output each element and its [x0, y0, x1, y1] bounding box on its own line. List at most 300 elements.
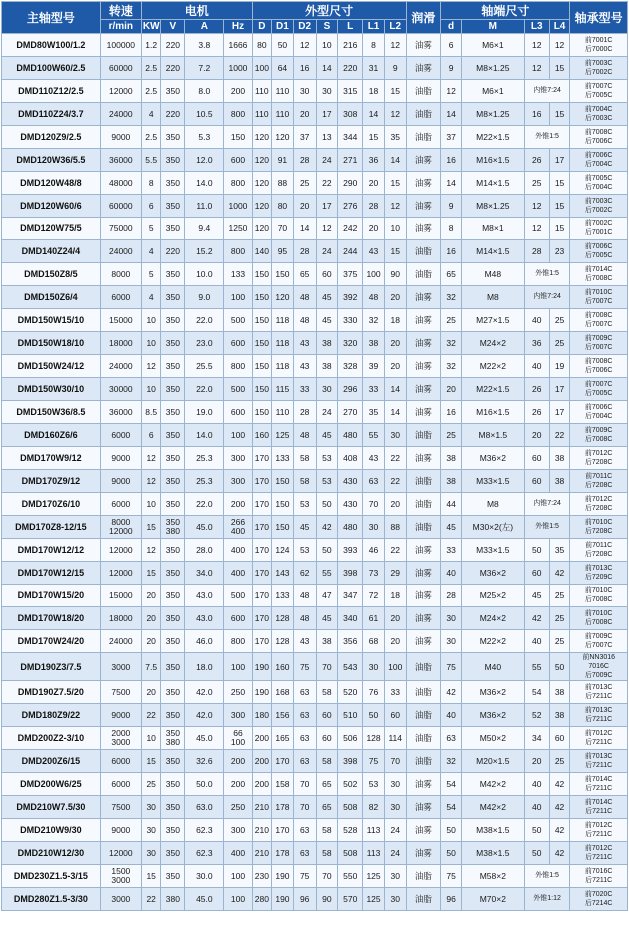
cell-lube: 油雾 [406, 148, 441, 171]
cell-shaft-l3: 12 [524, 34, 549, 57]
cell-dim-l2: 18 [384, 584, 406, 607]
cell-shaft-m: M70×2 [461, 887, 524, 910]
cell-frequency [224, 538, 252, 561]
cell-lube: 油脂 [406, 263, 441, 286]
cell-dim-l: 398 [338, 750, 363, 773]
cell-bearing-line: 后7208C [584, 504, 613, 512]
cell-kw [141, 864, 161, 887]
cell-kw-line: 4 [148, 108, 154, 119]
cell-dim-d2: 25 [293, 171, 316, 194]
cell-kw-line: 2.5 [145, 85, 158, 96]
cell-bearing [570, 102, 628, 125]
cell-bearing-line: 前7002C [584, 220, 613, 228]
cell-dim-s: 65 [316, 796, 338, 819]
cell-dim-l2: 70 [384, 750, 406, 773]
cell-dim-l: 328 [338, 355, 363, 378]
cell-speed [100, 240, 141, 263]
cell-bearing [570, 148, 628, 171]
cell-bearing-line: 前7010C [584, 518, 613, 526]
cell-current: 22.0 [185, 492, 224, 515]
cell-dim-s: 53 [316, 446, 338, 469]
cell-speed-line: 36000 [109, 154, 133, 165]
cell-dim-l1: 43 [363, 446, 385, 469]
cell-voltage [161, 263, 185, 286]
cell-current: 14.0 [185, 423, 224, 446]
cell-shaft-d: 25 [441, 423, 462, 446]
header-shaft-l3: L3 [524, 20, 549, 34]
cell-dim-d2: 96 [293, 887, 316, 910]
cell-model: DMD80W100/1.2 [2, 34, 101, 57]
cell-dim-l2: 88 [384, 515, 406, 538]
cell-frequency [224, 887, 252, 910]
cell-voltage [161, 841, 185, 864]
cell-frequency-line: 300 [230, 824, 246, 835]
cell-bearing-line: 前7008C [584, 128, 613, 136]
cell-speed-line: 6000 [111, 756, 131, 767]
cell-voltage [161, 125, 185, 148]
cell-shaft-l4: 42 [549, 796, 570, 819]
cell-frequency-line: 1666 [228, 39, 248, 50]
cell-model: DMD150W15/10 [2, 309, 101, 332]
cell-dim-d2: 58 [293, 446, 316, 469]
cell-model: DMD200Z6/15 [2, 750, 101, 773]
cell-speed [100, 79, 141, 102]
cell-kw-line: 20 [146, 590, 156, 601]
cell-speed [100, 401, 141, 424]
cell-voltage [161, 630, 185, 653]
cell-shaft-l3: 外锥1:5 [524, 125, 570, 148]
cell-speed [100, 423, 141, 446]
cell-dim-l1: 48 [363, 286, 385, 309]
cell-dim-l1: 72 [363, 584, 385, 607]
cell-shaft-m: M42×2 [461, 796, 524, 819]
cell-dim-d2: 30 [293, 79, 316, 102]
cell-kw [141, 355, 161, 378]
cell-bearing [570, 584, 628, 607]
cell-current: 22.0 [185, 378, 224, 401]
cell-bearing-line: 后7004C [584, 412, 613, 420]
cell-bearing [570, 332, 628, 355]
cell-model: DMD150Z6/4 [2, 286, 101, 309]
cell-dim-d1: 80 [272, 194, 294, 217]
cell-lube: 油脂 [406, 492, 441, 515]
cell-dim-s: 60 [316, 263, 338, 286]
cell-kw [141, 423, 161, 446]
cell-dim-d: 170 [252, 469, 272, 492]
cell-dim-l1: 18 [363, 79, 385, 102]
cell-bearing [570, 561, 628, 584]
cell-shaft-l3: 40 [524, 796, 549, 819]
cell-dim-s: 12 [316, 217, 338, 240]
cell-speed-line: 6000 [111, 429, 131, 440]
table-row [2, 309, 628, 332]
spindle-spec-table [1, 1, 628, 911]
cell-dim-l1: 113 [363, 841, 385, 864]
cell-kw-line: 20 [146, 636, 156, 647]
cell-current: 42.0 [185, 681, 224, 704]
cell-current: 11.0 [185, 194, 224, 217]
cell-voltage-line: 350 [165, 384, 180, 395]
cell-kw [141, 240, 161, 263]
cell-kw-line: 10 [146, 338, 156, 349]
cell-model: DMD120Z9/2.5 [2, 125, 101, 148]
cell-speed [100, 378, 141, 401]
table-row [2, 102, 628, 125]
cell-current: 5.3 [185, 125, 224, 148]
cell-shaft-l3: 12 [524, 56, 549, 79]
cell-shaft-l4: 38 [549, 704, 570, 727]
cell-voltage-line: 350 [165, 338, 180, 349]
cell-speed-line: 30000 [109, 384, 133, 395]
cell-dim-d2: 48 [293, 309, 316, 332]
cell-dim-l: 398 [338, 561, 363, 584]
cell-model: DMD170W12/15 [2, 561, 101, 584]
cell-dim-d1: 150 [272, 469, 294, 492]
header-dim-s: S [316, 20, 338, 34]
cell-shaft-d: 25 [441, 309, 462, 332]
cell-bearing-line: 后7214C [584, 899, 613, 907]
cell-voltage [161, 469, 185, 492]
cell-dim-d1: 165 [272, 727, 294, 750]
table-row [2, 469, 628, 492]
cell-frequency [224, 727, 252, 750]
cell-shaft-m: M14×1.5 [461, 240, 524, 263]
cell-kw-line: 1.2 [145, 39, 158, 50]
cell-dim-d2: 12 [293, 34, 316, 57]
cell-dim-l2: 20 [384, 355, 406, 378]
cell-voltage [161, 286, 185, 309]
cell-shaft-l3: 54 [524, 681, 549, 704]
cell-bearing-line: 后7211C [585, 762, 613, 770]
cell-current: 7.2 [185, 56, 224, 79]
cell-bearing [570, 79, 628, 102]
cell-kw-line: 10 [146, 733, 156, 744]
cell-dim-d1: 64 [272, 56, 294, 79]
cell-kw-line: 12 [146, 452, 156, 463]
cell-frequency [224, 446, 252, 469]
cell-dim-d2: 58 [293, 469, 316, 492]
cell-shaft-l4: 42 [549, 773, 570, 796]
cell-dim-s: 17 [316, 102, 338, 125]
table-row [2, 286, 628, 309]
cell-dim-d: 200 [252, 727, 272, 750]
cell-dim-l: 392 [338, 286, 363, 309]
cell-current: 25.5 [185, 355, 224, 378]
cell-dim-s: 42 [316, 515, 338, 538]
cell-shaft-d: 30 [441, 630, 462, 653]
cell-dim-l2: 30 [384, 773, 406, 796]
cell-lube: 油雾 [406, 818, 441, 841]
cell-voltage [161, 681, 185, 704]
cell-shaft-d: 30 [441, 607, 462, 630]
cell-dim-d: 120 [252, 194, 272, 217]
cell-voltage-line: 350 [165, 710, 180, 721]
cell-bearing [570, 469, 628, 492]
cell-dim-l1: 14 [363, 102, 385, 125]
cell-speed-line: 15000 [109, 590, 133, 601]
cell-current: 43.0 [185, 584, 224, 607]
cell-dim-l2: 30 [384, 887, 406, 910]
cell-speed [100, 727, 141, 750]
cell-speed [100, 630, 141, 653]
cell-shaft-m: M8×1.25 [461, 56, 524, 79]
cell-current: 32.6 [185, 750, 224, 773]
cell-shaft-l3: 60 [524, 446, 549, 469]
cell-speed-line: 3000 [111, 661, 131, 672]
table-row [2, 630, 628, 653]
cell-kw [141, 286, 161, 309]
cell-shaft-l3: 60 [524, 561, 549, 584]
cell-voltage [161, 607, 185, 630]
cell-dim-l1: 55 [363, 423, 385, 446]
cell-bearing-line: 后7208C [584, 527, 613, 535]
cell-dim-d1: 70 [272, 217, 294, 240]
header-lube: 润滑 [406, 2, 441, 34]
cell-model: DMD230Z1.5-3/15 [2, 864, 101, 887]
cell-dim-l: 570 [338, 887, 363, 910]
cell-bearing-line: 后7008C [584, 275, 613, 283]
cell-dim-l2: 18 [384, 309, 406, 332]
cell-current: 8.0 [185, 79, 224, 102]
cell-shaft-m: M8×1.25 [461, 194, 524, 217]
cell-voltage-line: 350 [165, 223, 180, 234]
cell-dim-d: 120 [252, 171, 272, 194]
cell-frequency [224, 653, 252, 681]
cell-voltage-line: 350 [165, 177, 180, 188]
cell-dim-d: 170 [252, 446, 272, 469]
cell-frequency [224, 79, 252, 102]
cell-frequency-line: 250 [230, 801, 246, 812]
cell-shaft-l4: 25 [549, 607, 570, 630]
cell-shaft-d: 40 [441, 561, 462, 584]
cell-kw-line: 4 [148, 246, 154, 257]
cell-shaft-d: 14 [441, 102, 462, 125]
cell-lube: 油雾 [406, 378, 441, 401]
cell-voltage [161, 171, 185, 194]
cell-shaft-d: 20 [441, 378, 462, 401]
cell-bearing-line: 后7003C [584, 114, 613, 122]
cell-kw [141, 887, 161, 910]
cell-shaft-m: M16×1.5 [461, 148, 524, 171]
cell-dim-l1: 8 [363, 34, 385, 57]
cell-dim-l2: 15 [384, 171, 406, 194]
cell-speed [100, 841, 141, 864]
cell-dim-l2: 15 [384, 79, 406, 102]
cell-bearing-line: 前7020C [584, 890, 613, 898]
cell-dim-d1: 190 [272, 864, 294, 887]
cell-voltage-line: 350 [165, 498, 180, 509]
cell-dim-l1: 61 [363, 607, 385, 630]
cell-frequency [224, 423, 252, 446]
cell-lube: 油脂 [406, 102, 441, 125]
cell-dim-l2: 33 [384, 681, 406, 704]
cell-kw [141, 841, 161, 864]
cell-bearing-line: 前7009C [584, 426, 613, 434]
cell-bearing-line: 后7211C [585, 693, 613, 701]
cell-dim-d1: 128 [272, 607, 294, 630]
table-row [2, 561, 628, 584]
cell-frequency-line: 500 [230, 315, 246, 326]
cell-shaft-l3: 40 [524, 773, 549, 796]
cell-dim-d2: 53 [293, 538, 316, 561]
cell-bearing [570, 217, 628, 240]
cell-dim-l2: 22 [384, 469, 406, 492]
cell-frequency [224, 773, 252, 796]
cell-speed-line: 3000 [111, 874, 131, 885]
cell-dim-l1: 68 [363, 630, 385, 653]
cell-voltage [161, 194, 185, 217]
cell-bearing-line: 前7007C [584, 381, 613, 389]
cell-speed-line: 9000 [111, 131, 131, 142]
cell-bearing-line: 后7007C [584, 321, 613, 329]
cell-current: 50.0 [185, 773, 224, 796]
cell-speed [100, 818, 141, 841]
cell-speed-line: 6000 [111, 779, 131, 790]
cell-dim-d: 120 [252, 148, 272, 171]
cell-dim-d2: 28 [293, 148, 316, 171]
cell-shaft-l3: 16 [524, 102, 549, 125]
cell-frequency-line: 100 [230, 429, 246, 440]
cell-dim-s: 24 [316, 240, 338, 263]
cell-lube: 油雾 [406, 773, 441, 796]
cell-shaft-m: M6×1 [461, 79, 524, 102]
cell-dim-s: 65 [316, 773, 338, 796]
cell-current: 12.0 [185, 148, 224, 171]
cell-voltage [161, 423, 185, 446]
cell-dim-l: 242 [338, 217, 363, 240]
cell-frequency [224, 607, 252, 630]
cell-voltage [161, 492, 185, 515]
cell-lube: 油脂 [406, 750, 441, 773]
cell-dim-s: 58 [316, 841, 338, 864]
cell-shaft-l3: 34 [524, 727, 549, 750]
cell-bearing-line: 后7005C [584, 91, 613, 99]
header-dim-d: D [252, 20, 272, 34]
cell-bearing [570, 841, 628, 864]
cell-current: 28.0 [185, 538, 224, 561]
header-dim-l1: L1 [363, 20, 385, 34]
cell-voltage [161, 515, 185, 538]
cell-shaft-m: M48 [461, 263, 524, 286]
cell-shaft-d: 40 [441, 704, 462, 727]
cell-dim-d1: 110 [272, 79, 294, 102]
cell-model: DMD170Z9/12 [2, 469, 101, 492]
cell-shaft-m: M24×2 [461, 332, 524, 355]
header-speed-unit: r/min [100, 20, 141, 34]
cell-dim-d2: 37 [293, 125, 316, 148]
cell-shaft-l3: 42 [524, 607, 549, 630]
cell-bearing-line: 前7006C [584, 151, 613, 159]
table-row [2, 446, 628, 469]
table-row [2, 401, 628, 424]
cell-voltage [161, 727, 185, 750]
cell-current: 43.0 [185, 607, 224, 630]
cell-dim-l2: 30 [384, 796, 406, 819]
cell-shaft-d: 63 [441, 727, 462, 750]
table-row [2, 148, 628, 171]
cell-bearing-line: 前7014C [584, 266, 613, 274]
cell-shaft-l3: 26 [524, 401, 549, 424]
cell-kw [141, 492, 161, 515]
cell-dim-l2: 12 [384, 194, 406, 217]
cell-voltage-line: 380 [165, 737, 180, 748]
cell-dim-d: 100 [252, 56, 272, 79]
cell-kw-line: 30 [146, 847, 156, 858]
cell-frequency [224, 309, 252, 332]
cell-current: 22.0 [185, 309, 224, 332]
cell-lube: 油雾 [406, 401, 441, 424]
cell-bearing [570, 653, 628, 681]
cell-dim-l1: 128 [363, 727, 385, 750]
cell-speed-line: 8000 [111, 269, 131, 280]
cell-dim-s: 50 [316, 538, 338, 561]
cell-dim-d: 170 [252, 538, 272, 561]
cell-shaft-l4: 15 [549, 171, 570, 194]
cell-dim-l2: 20 [384, 492, 406, 515]
cell-voltage [161, 148, 185, 171]
cell-voltage [161, 653, 185, 681]
cell-dim-d2: 75 [293, 653, 316, 681]
cell-current: 14.0 [185, 171, 224, 194]
cell-speed-line: 7500 [111, 687, 131, 698]
cell-bearing-line: 前7012C [584, 449, 613, 457]
cell-shaft-l3: 40 [524, 309, 549, 332]
cell-shaft-l4: 25 [549, 750, 570, 773]
cell-kw-line: 10 [146, 384, 156, 395]
cell-speed-line: 12000 [109, 847, 133, 858]
cell-kw-line: 22 [146, 710, 156, 721]
cell-dim-s: 70 [316, 653, 338, 681]
cell-dim-s: 14 [316, 56, 338, 79]
cell-kw [141, 630, 161, 653]
cell-speed [100, 681, 141, 704]
cell-dim-d2: 48 [293, 423, 316, 446]
cell-speed [100, 286, 141, 309]
cell-bearing [570, 263, 628, 286]
cell-speed [100, 864, 141, 887]
cell-speed [100, 355, 141, 378]
cell-kw [141, 773, 161, 796]
cell-speed [100, 34, 141, 57]
cell-lube: 油脂 [406, 887, 441, 910]
cell-frequency-line: 800 [230, 636, 246, 647]
cell-frequency [224, 864, 252, 887]
table-row [2, 538, 628, 561]
cell-voltage [161, 217, 185, 240]
cell-dim-l2: 14 [384, 148, 406, 171]
cell-voltage-line: 350 [165, 661, 180, 672]
cell-speed-line: 2000 [111, 728, 131, 739]
cell-voltage-line: 350 [165, 801, 180, 812]
cell-bearing [570, 446, 628, 469]
cell-frequency [224, 355, 252, 378]
cell-frequency-line: 100 [230, 292, 246, 303]
header-motor-hz: Hz [224, 20, 252, 34]
header-dim-l: L [338, 20, 363, 34]
cell-voltage [161, 446, 185, 469]
cell-dim-l2: 20 [384, 286, 406, 309]
cell-dim-l: 408 [338, 446, 363, 469]
cell-shaft-d: 14 [441, 171, 462, 194]
cell-frequency [224, 818, 252, 841]
cell-dim-d2: 63 [293, 841, 316, 864]
cell-dim-d1: 50 [272, 34, 294, 57]
cell-shaft-l4: 23 [549, 240, 570, 263]
cell-bearing-line: 后7000C [584, 45, 613, 53]
cell-dim-l1: 125 [363, 864, 385, 887]
table-row [2, 194, 628, 217]
cell-frequency-line: 500 [230, 590, 246, 601]
